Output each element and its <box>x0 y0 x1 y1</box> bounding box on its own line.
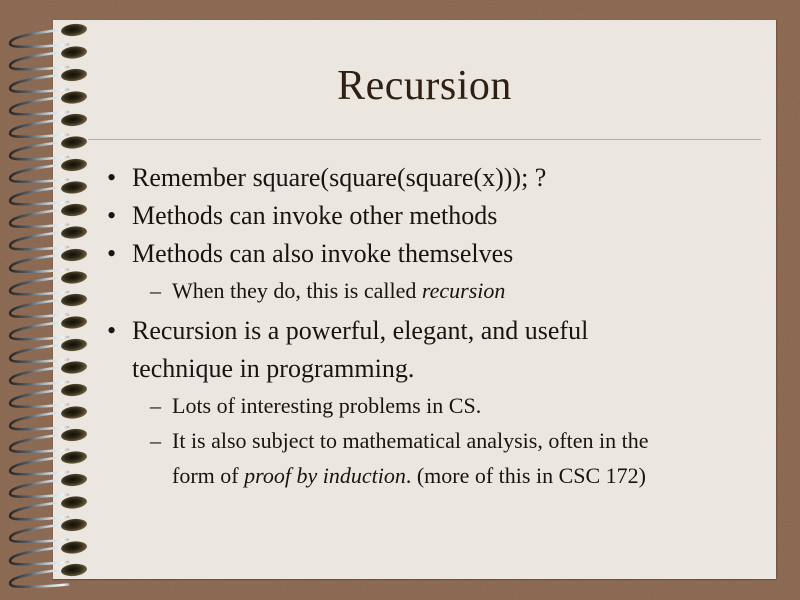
text-run: Recursion is a powerful, elegant, and useful <box>132 316 589 345</box>
title-divider <box>88 139 761 140</box>
bullet-text <box>132 350 768 388</box>
bullet-glyph-level2: – <box>150 278 161 303</box>
text-run: Methods can invoke other methods <box>132 201 498 230</box>
italic-text: recursion <box>421 278 506 303</box>
bullet-line <box>88 197 768 235</box>
bullet-glyph-level1 <box>107 350 132 388</box>
bullet-glyph-level1: • <box>107 201 117 230</box>
bullet-list <box>88 159 768 493</box>
bullet-glyph-level1: • <box>107 316 117 345</box>
bullet-line <box>88 388 768 423</box>
text-run: . (more of this in CSC 172) <box>405 463 646 488</box>
bullet-text <box>132 159 768 197</box>
bullet-line <box>88 458 768 493</box>
bullet-text <box>132 235 768 273</box>
bullet-glyph-level1: • <box>107 163 117 192</box>
bullet-line <box>88 235 768 273</box>
bullet-glyph-level1: • <box>107 239 117 268</box>
text-run: Remember square(square(square(x))); ? <box>132 163 547 192</box>
bullet-line <box>88 159 768 197</box>
bullet-line <box>88 423 768 458</box>
text-run: technique in programming. <box>132 354 415 383</box>
bullet-text <box>132 197 768 235</box>
text-run: It is also subject to mathematical analysis, often in the <box>172 428 649 453</box>
slide-paper <box>53 20 776 579</box>
bullet-text <box>172 388 768 423</box>
bullet-glyph-level2: – <box>150 428 161 453</box>
italic-text: proof by induction <box>244 463 406 488</box>
text-run: Methods can also invoke themselves <box>132 239 514 268</box>
slide-title: Recursion <box>337 63 512 109</box>
bullet-glyph-level2 <box>150 458 172 493</box>
text-run: When they do, this is called <box>172 278 422 303</box>
text-run: form of <box>172 463 245 488</box>
text-run: Lots of interesting problems in CS. <box>172 393 482 418</box>
bullet-text <box>172 423 768 458</box>
bullet-line <box>88 312 768 350</box>
bullet-text <box>132 312 768 350</box>
bullet-line <box>88 273 768 308</box>
bullet-text <box>172 273 768 308</box>
bullet-glyph-level2: – <box>150 393 161 418</box>
bullet-text <box>172 458 768 493</box>
bullet-line <box>88 350 768 388</box>
